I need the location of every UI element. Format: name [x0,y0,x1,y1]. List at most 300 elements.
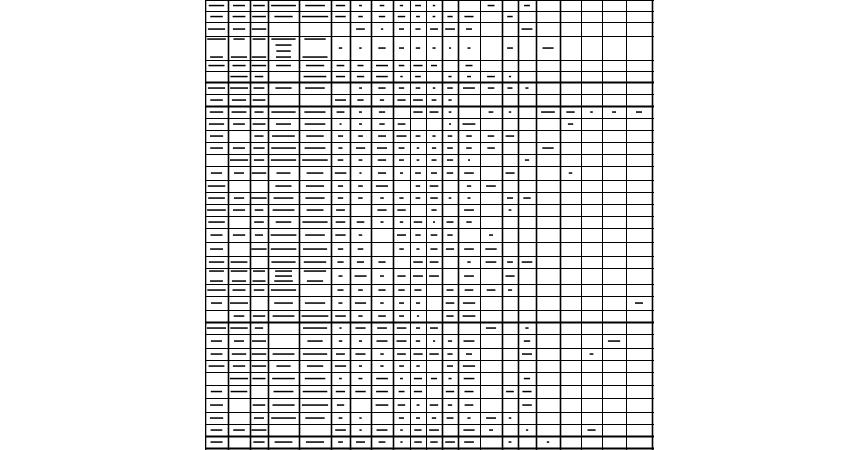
cell-glyphs [467,185,471,187]
cell-glyphs [547,441,549,443]
cell-glyphs [431,172,437,174]
cell-glyphs [506,135,515,137]
cell-glyphs [379,441,386,443]
cell-glyphs [526,429,528,431]
cell-glyphs [506,391,514,393]
cell-glyphs [468,159,470,161]
cell-glyphs [417,404,420,406]
cell-glyphs [233,38,244,40]
cell-glyphs [208,221,225,223]
cell-glyphs [358,65,364,67]
cell-glyphs [253,280,266,282]
cell-glyphs [307,172,324,174]
cell-glyphs [525,159,529,161]
cell-glyphs [430,327,438,329]
cell-glyphs [465,289,474,291]
cell-glyphs [398,404,406,406]
cell-glyphs [305,147,326,149]
cell-glyphs [233,16,246,17]
cell-glyphs [305,302,325,304]
cell-glyphs [359,340,362,342]
cell-glyphs [276,123,291,125]
cell-glyphs [302,404,328,406]
cell-glyphs [253,5,265,7]
cell-glyphs [209,261,224,263]
cell-glyphs [467,76,471,78]
cell-glyphs [306,185,324,187]
cell-glyphs [271,289,296,291]
cell-glyphs [274,391,294,393]
cell-glyphs [566,111,574,113]
cell-glyphs [274,197,294,199]
cell-glyphs [211,441,223,443]
cell-glyphs [339,417,343,419]
cell-glyphs [507,16,513,17]
cell-glyphs [306,135,324,137]
cell-glyphs [357,221,365,223]
cell-glyphs [397,340,407,342]
cell-glyphs [355,353,365,355]
cell-glyphs [359,378,363,380]
cell-glyphs [509,111,511,113]
cell-glyphs [380,275,384,277]
cell-glyphs [358,197,363,199]
cell-glyphs [486,327,496,329]
cell-glyphs [271,147,296,149]
cell-glyphs [378,87,385,89]
cell-glyphs [359,234,363,236]
cell-glyphs [359,159,363,161]
cell-glyphs [445,441,455,443]
cell-glyphs [378,289,385,291]
cell-glyphs [376,391,388,393]
cell-glyphs [464,172,474,174]
cell-glyphs [234,197,244,199]
cell-glyphs [211,353,223,355]
cell-glyphs [525,87,528,89]
cell-glyphs [209,270,224,272]
cell-glyphs [232,111,247,113]
cell-glyphs [464,340,475,342]
cell-glyphs [252,28,266,30]
cell-glyphs [416,197,421,199]
cell-glyphs [399,315,404,317]
cell-glyphs [417,315,419,317]
cell-glyphs [378,261,385,263]
cell-glyphs [414,289,421,291]
cell-glyphs [209,5,225,7]
cell-glyphs [447,289,454,291]
cell-glyphs [336,5,345,7]
cell-glyphs [231,391,248,393]
cell-glyphs [446,302,455,304]
cell-glyphs [447,221,454,223]
cell-glyphs [276,65,291,67]
cell-glyphs [303,248,327,250]
cell-glyphs [415,234,420,236]
cell-glyphs [612,111,616,113]
cell-glyphs [306,441,324,443]
cell-glyphs [339,340,343,342]
cell-glyphs [432,135,435,137]
cell-glyphs [590,353,594,355]
cell-glyphs [506,172,515,174]
cell-glyphs [276,50,290,52]
cell-glyphs [635,302,643,304]
cell-glyphs [273,404,295,406]
cell-glyphs [339,327,341,329]
cell-glyphs [449,47,451,49]
cell-glyphs [378,159,386,161]
cell-glyphs [468,197,471,199]
cell-glyphs [275,270,292,272]
cell-glyphs [467,417,470,419]
cell-glyphs [252,65,266,67]
cell-glyphs [358,289,363,291]
cell-glyphs [355,275,367,277]
cell-glyphs [399,365,404,367]
cell-glyphs [464,275,474,277]
cell-glyphs [275,87,291,89]
cell-glyphs [272,135,295,137]
cell-glyphs [210,56,223,58]
cell-glyphs [338,302,342,304]
cell-glyphs [255,234,263,236]
cell-glyphs [357,99,363,101]
cell-glyphs [416,47,420,49]
cell-glyphs [464,16,473,17]
cell-glyphs [380,302,384,304]
cell-glyphs [399,87,404,89]
cell-glyphs [399,28,404,30]
cell-glyphs [359,365,362,367]
table-grid [205,0,654,450]
cell-glyphs [252,172,266,174]
spreadsheet-table [205,0,654,450]
cell-glyphs [376,378,388,380]
cell-glyphs [307,365,323,367]
cell-glyphs [379,111,385,113]
cell-glyphs [210,248,223,250]
cell-glyphs [338,159,344,161]
cell-glyphs [522,391,531,393]
cell-glyphs [233,65,246,67]
cell-glyphs [271,234,297,236]
cell-glyphs [400,429,403,431]
cell-glyphs [525,327,528,329]
cell-glyphs [210,404,223,406]
cell-glyphs [255,327,263,329]
cell-glyphs [445,28,455,30]
cell-glyphs [568,123,573,125]
cell-glyphs [252,353,266,355]
cell-glyphs [449,197,452,199]
cell-glyphs [508,289,512,291]
cell-glyphs [488,135,495,137]
cell-glyphs [397,234,406,236]
cell-glyphs [234,340,244,342]
cell-glyphs [335,172,347,174]
cell-glyphs [415,172,421,174]
cell-glyphs [432,99,437,101]
cell-glyphs [376,76,388,78]
cell-glyphs [208,65,224,67]
cell-glyphs [433,5,435,7]
cell-glyphs [431,65,437,67]
cell-glyphs [489,234,493,236]
cell-glyphs [340,123,342,125]
cell-glyphs [274,302,293,304]
cell-glyphs [336,209,345,211]
cell-glyphs [303,56,328,58]
cell-glyphs [416,417,420,419]
cell-glyphs [430,185,439,187]
cell-glyphs [433,87,436,89]
cell-glyphs [271,248,297,250]
cell-glyphs [271,159,296,161]
cell-glyphs [400,172,403,174]
cell-glyphs [211,429,223,431]
cell-glyphs [336,221,346,223]
cell-glyphs [447,234,452,236]
cell-glyphs [485,248,496,250]
cell-glyphs [210,135,223,137]
cell-glyphs [446,315,453,317]
cell-glyphs [207,38,226,40]
cell-glyphs [338,441,343,443]
cell-glyphs [463,315,476,317]
cell-glyphs [233,289,246,291]
cell-glyphs [430,261,439,263]
cell-glyphs [524,340,530,342]
cell-glyphs [233,147,245,149]
cell-glyphs [399,248,404,250]
cell-glyphs [231,261,248,263]
cell-glyphs [413,65,422,67]
cell-glyphs [356,441,365,443]
cell-glyphs [230,378,248,380]
cell-glyphs [232,99,246,101]
cell-glyphs [447,147,453,149]
cell-glyphs [233,5,245,7]
cell-glyphs [378,172,386,174]
cell-glyphs [506,275,515,277]
cell-glyphs [588,429,596,431]
cell-glyphs [305,87,325,89]
cell-glyphs [230,87,248,89]
cell-glyphs [398,123,406,125]
cell-glyphs [304,76,327,78]
cell-glyphs [414,441,422,443]
cell-glyphs [211,234,223,236]
cell-glyphs [463,123,476,125]
cell-glyphs [358,315,362,317]
cell-glyphs [399,159,404,161]
cell-glyphs [430,111,439,113]
cell-glyphs [336,391,345,393]
cell-glyphs [448,135,453,137]
cell-glyphs [447,417,454,419]
cell-glyphs [542,147,553,149]
cell-glyphs [302,159,328,161]
cell-glyphs [489,429,493,431]
cell-glyphs [230,302,248,304]
cell-glyphs [397,327,407,329]
cell-glyphs [231,56,247,58]
cell-glyphs [208,197,225,199]
cell-glyphs [430,28,438,30]
cell-glyphs [232,280,246,282]
cell-glyphs [208,28,225,30]
cell-glyphs [376,185,388,187]
cell-glyphs [509,209,512,211]
cell-glyphs [467,261,470,263]
cell-glyphs [255,76,264,78]
cell-glyphs [339,275,343,277]
cell-glyphs [275,275,292,277]
cell-glyphs [463,365,475,367]
cell-glyphs [276,56,291,58]
cell-glyphs [234,172,244,174]
cell-glyphs [377,429,388,431]
cell-glyphs [376,404,389,406]
cell-glyphs [233,123,245,125]
cell-glyphs [381,221,384,223]
cell-glyphs [253,270,265,272]
cell-glyphs [305,234,325,236]
cell-glyphs [376,65,388,67]
cell-glyphs [357,261,364,263]
cell-glyphs [335,365,346,367]
cell-glyphs [378,47,385,49]
cell-glyphs [378,135,386,137]
cell-glyphs [465,391,474,393]
cell-glyphs [377,340,388,342]
cell-glyphs [211,340,222,342]
cell-glyphs [431,209,436,211]
cell-glyphs [211,391,222,393]
cell-glyphs [254,87,265,89]
cell-glyphs [276,365,290,367]
cell-glyphs [356,327,366,329]
cell-glyphs [233,234,245,236]
cell-glyphs [413,111,422,113]
cell-glyphs [509,417,512,419]
cell-glyphs [252,429,267,431]
grid-lines [205,0,654,450]
cell-glyphs [397,209,405,211]
cell-glyphs [302,16,328,17]
cell-glyphs [253,404,266,406]
cell-glyphs [254,159,264,161]
cell-glyphs [231,270,248,272]
cell-glyphs [399,47,404,49]
cell-glyphs [486,185,496,187]
cell-glyphs [414,221,423,223]
cell-glyphs [464,441,474,443]
cell-glyphs [399,302,404,304]
cell-glyphs [359,172,361,174]
cell-glyphs [590,111,593,113]
cell-glyphs [211,172,222,174]
cell-glyphs [466,147,472,149]
cell-glyphs [380,5,385,7]
cell-glyphs [210,16,223,17]
cell-glyphs [430,248,437,250]
cell-glyphs [254,221,264,223]
cell-glyphs [415,28,420,30]
cell-glyphs [252,378,265,380]
cell-glyphs [447,172,454,174]
cell-glyphs [234,315,245,317]
cell-glyphs [230,76,247,78]
cell-glyphs [210,147,223,149]
cell-glyphs [252,248,267,250]
cell-glyphs [397,99,405,101]
cell-glyphs [271,5,296,7]
cell-glyphs [416,365,420,367]
cell-glyphs [358,135,363,137]
cell-glyphs [507,261,513,263]
cell-glyphs [359,123,362,125]
cell-glyphs [335,234,345,236]
cell-glyphs [448,340,452,342]
cell-glyphs [429,275,439,277]
cell-glyphs [276,221,292,223]
cell-glyphs [359,417,361,419]
cell-glyphs [524,378,530,380]
cell-glyphs [359,111,362,113]
cell-glyphs [271,417,296,419]
cell-glyphs [359,5,362,7]
cell-glyphs [379,123,384,125]
cell-glyphs [254,135,263,137]
cell-glyphs [355,391,365,393]
cell-glyphs [273,315,295,317]
cell-glyphs [207,327,226,329]
cell-glyphs [274,280,293,282]
cell-glyphs [447,353,452,355]
cell-glyphs [303,391,328,393]
cell-glyphs [398,289,404,291]
cell-glyphs [416,327,420,329]
cell-glyphs [253,441,264,443]
cell-glyphs [522,28,533,30]
cell-glyphs [447,365,453,367]
cell-glyphs [305,417,324,419]
cell-glyphs [207,209,226,211]
cell-glyphs [275,185,291,187]
cell-glyphs [304,111,325,113]
cell-glyphs [230,159,248,161]
cell-glyphs [399,391,405,393]
cell-glyphs [357,76,364,78]
cell-glyphs [273,209,295,211]
cell-glyphs [486,261,497,263]
cell-glyphs [358,185,363,187]
cell-glyphs [252,56,266,58]
cell-glyphs [543,47,554,49]
cell-glyphs [305,123,326,125]
cell-glyphs [209,365,225,367]
cell-glyphs [415,5,421,7]
cell-glyphs [432,417,436,419]
cell-glyphs [232,353,246,355]
cell-glyphs [230,327,247,329]
cell-glyphs [449,123,451,125]
cell-glyphs [304,38,325,40]
cell-glyphs [636,111,642,113]
